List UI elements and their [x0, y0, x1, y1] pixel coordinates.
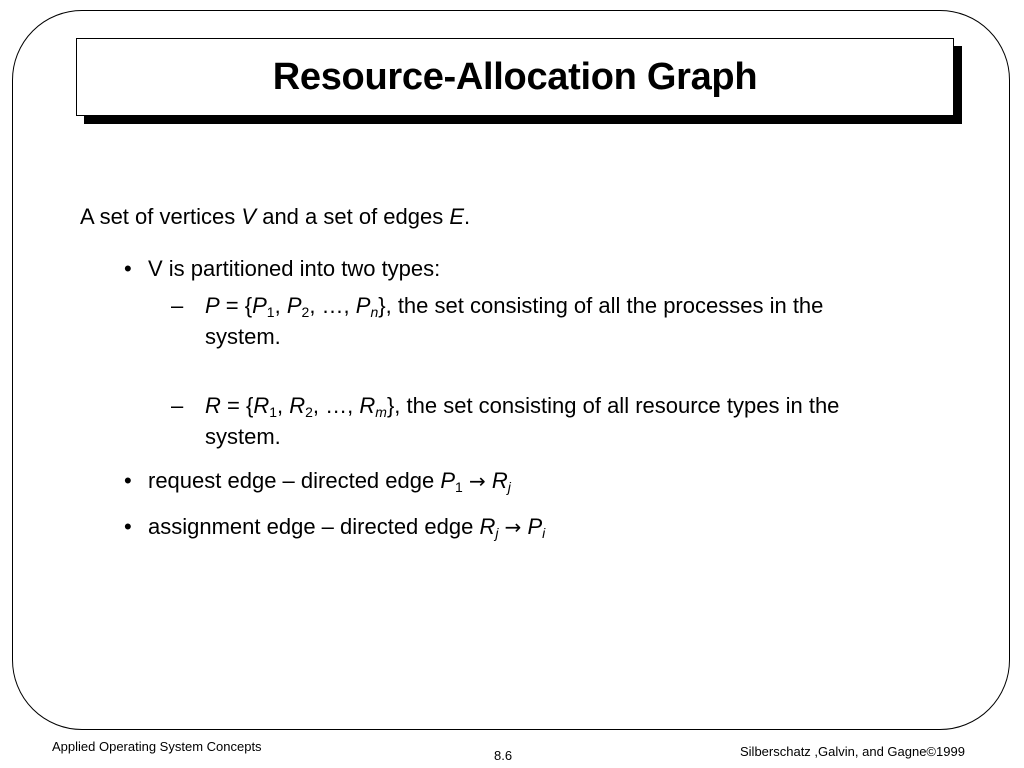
subitem-marker: –	[171, 393, 184, 418]
intro-var-e: E	[449, 204, 465, 229]
page-title: Resource-Allocation Graph	[272, 55, 758, 98]
right-arrow-icon: →	[468, 469, 486, 493]
element-1-sub: 1	[266, 304, 275, 320]
bullet-text: V is partitioned into two types:	[148, 256, 441, 281]
edge-from-var: R	[479, 514, 496, 539]
footer-page-number: 8.6	[494, 748, 513, 763]
right-arrow-icon: →	[504, 515, 522, 539]
bullet-vertex-partition	[124, 256, 441, 282]
subitem-marker: –	[171, 293, 184, 318]
bullet-text: assignment edge – directed edge	[148, 514, 480, 539]
set-var: R	[205, 393, 221, 418]
separator-2: , …,	[312, 393, 360, 418]
footer-authors: Silberschatz ,Galvin, and Gagne©1999	[740, 744, 965, 759]
set-var: P	[205, 293, 220, 318]
bullet-marker: •	[124, 514, 132, 539]
edge-from-sub: 1	[455, 479, 463, 495]
element-n-sub: n	[370, 304, 379, 320]
edge-to-sub: i	[542, 525, 546, 541]
element-1-sub: 1	[269, 404, 277, 420]
element-2-sub: 2	[305, 404, 313, 420]
subitem-resource-set	[171, 390, 895, 452]
edge-from-sub: j	[495, 525, 499, 541]
subitem-description: }, the set consisting of all the processes in the system.	[205, 293, 824, 349]
bullet-assignment-edge	[124, 514, 546, 541]
separator-1: ,	[274, 293, 287, 318]
element-1: P	[252, 293, 267, 318]
element-2-sub: 2	[301, 304, 310, 320]
intro-var-v: V	[241, 204, 257, 229]
bullet-text: request edge – directed edge	[148, 468, 441, 493]
bullet-marker: •	[124, 256, 132, 281]
edge-to-var: R	[491, 468, 508, 493]
edge-from-var: P	[440, 468, 456, 493]
element-1: R	[253, 393, 270, 418]
title-box	[76, 38, 954, 116]
bullet-marker: •	[124, 468, 132, 493]
edge-to-sub: j	[507, 479, 511, 495]
intro-text-after: .	[464, 204, 471, 229]
separator-1: ,	[277, 393, 290, 418]
separator-2: , …,	[309, 293, 356, 318]
intro-text-middle: and a set of edges	[256, 204, 450, 229]
intro-line	[80, 204, 470, 230]
subitem-description: }, the set consisting of all resource types in the system.	[205, 393, 840, 449]
element-m-sub: m	[375, 404, 387, 420]
intro-text-before: A set of vertices	[80, 204, 242, 229]
set-eq: = {	[220, 393, 254, 418]
subitem-process-set	[171, 290, 895, 352]
bullet-request-edge	[124, 468, 511, 495]
element-n: P	[355, 293, 371, 318]
edge-to-var: P	[527, 514, 543, 539]
element-m: R	[359, 393, 376, 418]
element-2: P	[286, 293, 302, 318]
set-eq: = {	[219, 293, 253, 318]
footer-book-title: Applied Operating System Concepts	[52, 739, 262, 754]
element-2: R	[289, 393, 306, 418]
